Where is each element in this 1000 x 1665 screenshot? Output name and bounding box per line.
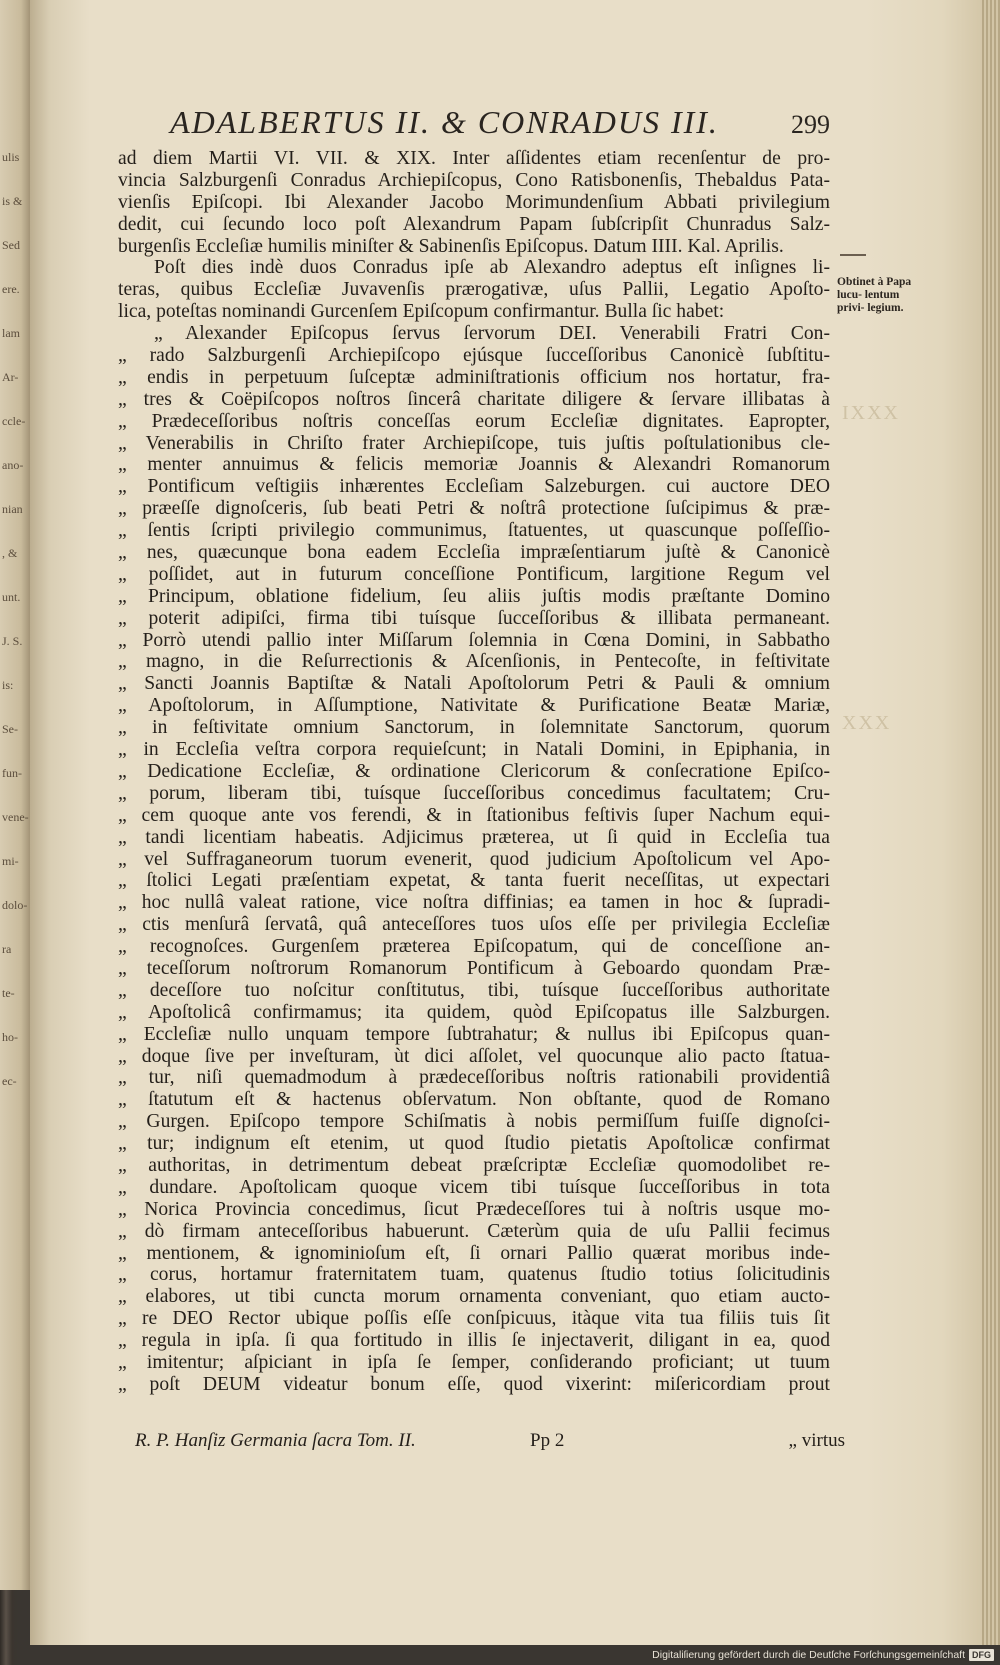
text-line: „ Sancti Joannis Baptiſtæ & Natali Apoſtolorum Petri & Pauli & omnium [118,673,830,695]
text-line: „ corus, hortamur fraternitatem tuam, quatenus ſtudio totius ſolicitudinis [118,1264,830,1286]
text-line: „ Apoſtolorum, in Aſſumptione, Nativitate & Purificatione Beatæ Mariæ, [118,695,830,717]
text-line: „ ſtolici Legati præſentiam expetat, & tanta fuerit neceſſitas, ut expectari [118,870,830,892]
left-page-fragment: ere. [2,282,20,296]
text-line: „ vel Suffraganeorum tuorum evenerit, quod judicium Apoſtolicum vel Apo- [118,848,830,870]
text-line: „ re DEO Rector ubique poſſis eſſe conſpicuus, itàque vita tua filiis tuis ſit [118,1308,830,1330]
text-line: vienſis Epiſcopi. Ibi Alexander Jacobo Morimundenſium Abbati privilegium [118,191,830,213]
text-line: „ teceſſorum noſtrorum Romanorum Pontificum à Geboardo quondam Præ- [118,957,830,979]
left-page-fragment: unt. [2,590,21,604]
left-page-fragment: lam [2,326,20,340]
page-footer [135,1430,845,1456]
text-line: Poſt dies indè duos Conradus ipſe ab Alexandro adeptus eſt inſignes li- [154,257,830,279]
text-line: „ præeſſe dignoſceris, ſub beati Petri & noſtrâ protectione ſuſcipimus & præ- [118,498,830,520]
bleed-through-mark: XXX [842,712,892,734]
left-page-fragment: ra [2,942,12,956]
left-page-edge [0,0,30,1590]
left-page-fragment: ho- [2,1030,18,1044]
text-line: „ in feſtivitate omnium Sanctorum, in ſolemnitate Sanctorum, quorum [118,717,830,739]
digitization-credit [652,1648,994,1662]
text-line: „ elabores, ut tibi cuncta morum ornamenta conveniant, quo etiam aucto- [118,1286,830,1308]
left-page-fragment: fun- [2,766,22,780]
left-page-fragment: is: [2,678,14,692]
text-line: burgenſis Eccleſiæ humilis miniſter & Sabinenſis Epiſcopus. Datum IIII. Kal. Aprilis. [118,235,784,257]
text-line: „ Prædeceſſoribus noſtris conceſſas eorum Eccleſiæ dignitates. Eapropter, [118,410,830,432]
text-line: „ poterit adipiſci, firma tibi tuísque ſucceſſoribus & illibata permaneant. [118,607,830,629]
left-page-fragment: Se- [2,722,18,736]
left-page-fragment: vene- [2,810,29,824]
text-line: „ mentionem, & ignominioſum eſt, ſi ornari Pallio quærat moribus inde- [118,1242,830,1264]
text-line: „ tur; indignum eſt etenim, ut quod ſtudio pietatis Apoſtolicæ confirmat [118,1133,830,1155]
text-line: „ magno, in die Reſurrectionis & Aſcenſionis, in Pentecoſte, in feſtivitate [118,651,830,673]
text-line: „ doque ſive per inveſturam, ùt dici aſſolet, vel quocunque alio pacto ſtatua- [118,1045,830,1067]
text-line: „ hoc nullâ valeat ratione, vice noſtra diffinias; ea tamen in hoc & ſupradi- [118,892,830,914]
text-line: „ porum, liberam tibi, tuísque ſucceſſoribus concedimus facultatem; Cru- [118,782,830,804]
text-line: „ in Eccleſia veſtra corpora requieſcunt; in Natali Domini, in Epiphania, in [118,739,830,761]
text-line: „ Norica Provincia concedimus, ſicut Prædeceſſores tui à noſtris usque mo- [118,1198,830,1220]
text-line: „ deceſſore tuo noſcitur conſtitutus, tibi, tuísque ſucceſſoribus authoritate [118,979,830,1001]
text-line: „ Principum, oblatione fidelium, ſeu aliis juſtis modis præſtante Domino [118,585,830,607]
catchword: „ virtus [788,1430,845,1451]
text-line: vincia Salzburgenſi Conradus Archiepiſcopus, Cono Ratisbonenſis, Thebaldus Pata- [118,169,830,191]
text-line: „ imitentur; aſpiciant in ipſa ſe ſemper, conſiderando proficiant; ut tuum [118,1351,830,1373]
text-line: lica, poteſtas nominandi Gurcenſem Epiſcopum confirmantur. Bulla ſic habet: [118,301,725,323]
text-line: „ nes, quæcunque bona eadem Eccleſia impræſentiarum juſtè & Canonicè [118,542,830,564]
text-line: „ authoritas, in detrimentum debeat præſcriptæ Eccleſiæ quomodolibet re- [118,1154,830,1176]
text-line: „ recognoſces. Gurgenſem præterea Epiſcopatum, qui de conceſſione an- [118,936,830,958]
page-header [110,104,830,141]
page-fore-edge [982,0,1000,1645]
text-line: „ tres & Coëpiſcopos noſtros ſincerâ charitate diligere & ſervare illibatas à [118,388,830,410]
text-line: „ rado Salzburgenſi Archiepiſcopo ejúsque ſucceſſoribus Canonicè ſubſtitu- [118,345,830,367]
book-page [30,0,1000,1645]
text-line: „ Alexander Epiſcopus ſervus ſervorum DEI. Venerabili Fratri Con- [154,323,830,345]
left-page-fragment: ec- [2,1074,17,1088]
margin-rule [840,254,866,256]
left-page-fragment: , & [2,546,18,560]
text-line: ad diem Martii VI. VII. & XIX. Inter aſſidentes etiam recenſentur de pro- [118,148,830,169]
text-line: „ tandi licentiam habeatis. Adjicimus præterea, ut ſi quid in Eccleſia tua [118,826,830,848]
text-line: „ Dedicatione Eccleſiæ, & ordinatione Clericorum & conſecratione Epiſco- [118,760,830,782]
left-page-fragment: nian [2,502,23,516]
left-page-fragment: ulis [2,150,20,164]
left-page-fragment: Ar- [2,370,19,384]
left-page-fragment: mi- [2,854,19,868]
left-page-fragment: Sed [2,238,20,252]
left-page-fragment: J. S. [2,634,23,648]
text-line: „ Pontificum veſtigiis inhærentes Eccleſiam Salzeburgen. cui auctore DEO [118,476,830,498]
text-line: „ Porrò utendi pallio inter Miſſarum ſolemnia in Cœna Domini, in Sabbatho [118,629,830,651]
text-line: „ ſtatutum eſt & hactenus obſervatum. Non obſtante, quod de Romano [118,1089,830,1111]
left-page-fragment: is & [2,194,23,208]
text-line: „ dundare. Apoſtolicam quoque vicem tibi tuísque ſucceſſoribus in tota [118,1176,830,1198]
text-line: „ ſentis ſcripti privilegio communimus, ſtatuentes, ut quascunque poſſeſſio- [118,520,830,542]
body-text [118,148,830,1396]
text-line: „ Apoſtolicâ confirmamus; ita quidem, quòd Epiſcopatus ille Salzburgen. [118,1001,830,1023]
left-page-fragment: ccle- [2,414,26,428]
bleed-through-mark: IXXX [842,402,900,424]
text-line: „ Gurgen. Epiſcopo tempore Schiſmatis à nobis permiſſum fuiſſe dignoſci- [118,1111,830,1133]
text-line: „ ctis menſurâ ſervatâ, quâ anteceſſores tuos uſos eſſe per privilegia Eccleſiæ [118,914,830,936]
left-page-fragment: ano- [2,458,24,472]
text-line: „ menter annuimus & felicis memoriæ Joannis & Alexandri Romanorum [118,454,830,476]
text-line: „ Eccleſiæ nullo unquam tempore ſubtrahatur; & nullus ibi Epiſcopus quan- [118,1023,830,1045]
text-line: „ Venerabilis in Chriſto frater Archiepiſcope, tuis juſtis poſtulationibus cle- [118,432,830,454]
text-line: „ tur, niſi quemadmodum à prædeceſſoribus noſtris rationabili providentiâ [118,1067,830,1089]
page-number: 299 [791,110,830,139]
text-line: „ poſſidet, aut in futurum conceſſione Pontificum, largitione Regum vel [118,563,830,585]
text-line: „ endis in perpetuum ſuſceptæ adminiſtrationis officium nos hortatur, fra- [118,366,830,388]
text-line: „ regula in ipſa. ſi qua fortitudo in illis ſe injectaverit, diligant in ea, quod [118,1330,830,1352]
margin-note: Obtinet à Papa lucu- lentum privi- legium. [837,276,912,314]
text-line: „ poſt DEUM videatur bonum eſſe, quod vixerint: miſericordiam prout [118,1373,830,1395]
credit-text: Digitaliſierung gefördert durch die Deutſche Forſchungsgemeinſchaft [652,1649,965,1661]
text-line: dedit, cui ſecundo loco poſt Alexandrum Papam ſubſcripſit Chunradus Salz- [118,213,830,235]
running-head: ADALBERTUS II. & CONRADUS III. [170,104,719,140]
dfg-logo: DFG [969,1649,994,1661]
text-line: „ cem quoque ante vos ferendi, & in ſtationibus feſtivis ſuper Nachum equi- [118,804,830,826]
sheet-mark: Pp 2 [530,1430,565,1451]
text-line: „ dò firmam anteceſſoribus habuerunt. Cæterùm quia de uſu Pallii fecimus [118,1220,830,1242]
left-page-fragment: dolo- [2,898,28,912]
signature-author: R. P. Hanſiz Germania ſacra Tom. II. [135,1430,416,1451]
text-line: teras, quibus Eccleſiæ Juvavenſis prærogativæ, uſus Pallii, Legatio Apoſto- [118,279,830,301]
left-page-fragment: te- [2,986,15,1000]
